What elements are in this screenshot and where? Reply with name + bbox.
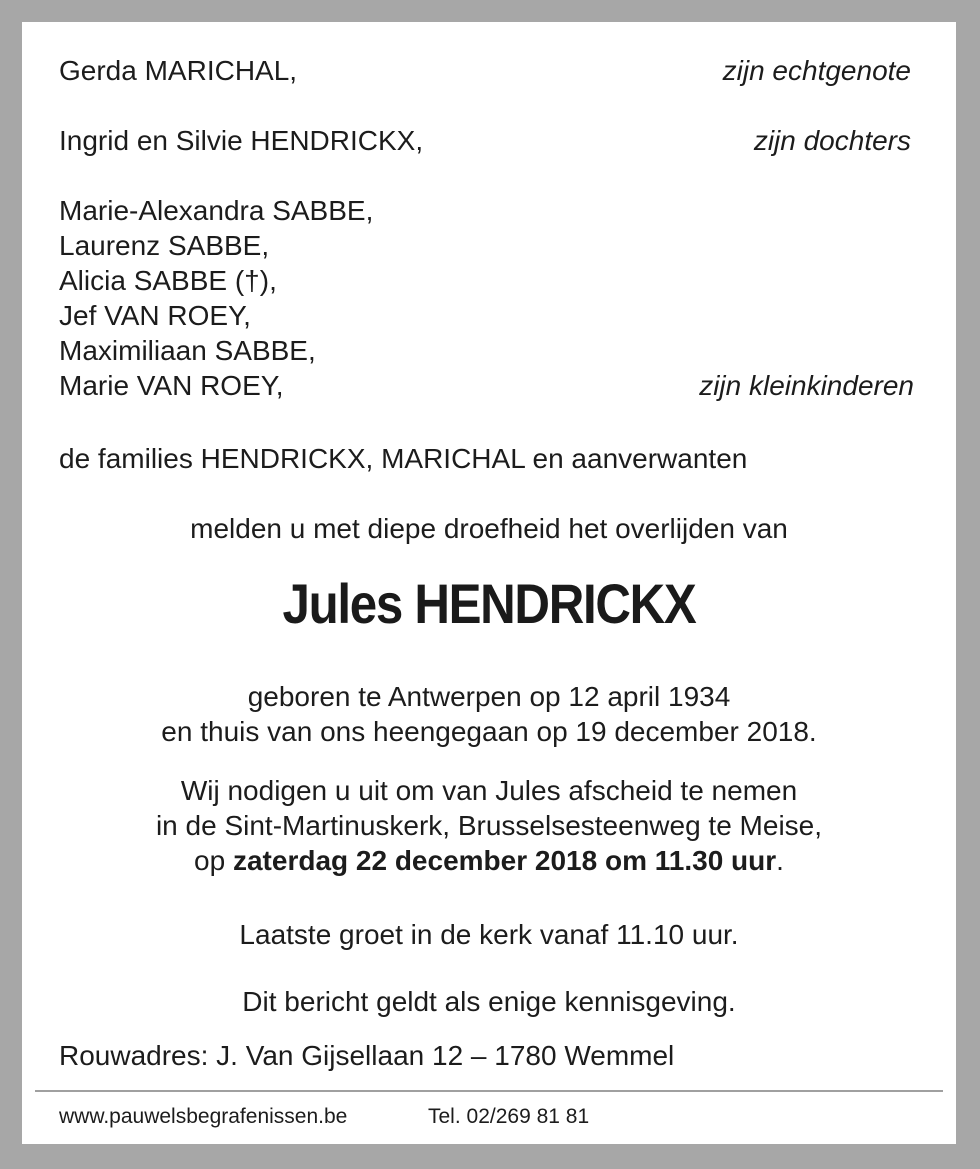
ceremony-location: in de Sint-Martinuskerk, Brusselsesteenweg te Meise, xyxy=(155,810,823,841)
grandchildren-role: zijn kleinkinderen xyxy=(699,370,914,401)
grandchild-name: Jef VAN ROEY, xyxy=(59,300,251,331)
footer-divider xyxy=(35,1090,943,1092)
death-line: en thuis van ons heengegaan op 19 december 2018. xyxy=(161,716,817,747)
families-line: de families HENDRICKX, MARICHAL en aanverwanten xyxy=(59,443,748,474)
grandchild-name: Alicia SABBE (†), xyxy=(59,265,277,296)
spouse-role: zijn echtgenote xyxy=(722,55,911,86)
announcement-intro: melden u met diepe droefheid het overlijden van xyxy=(190,513,788,544)
grandchild-name: Marie VAN ROEY, xyxy=(59,370,284,401)
death-notice-card xyxy=(22,22,956,1144)
ceremony-invite: Wij nodigen u uit om van Jules afscheid te nemen xyxy=(180,775,798,806)
daughters-names: Ingrid en Silvie HENDRICKX, xyxy=(59,125,424,156)
grandchild-name: Marie-Alexandra SABBE, xyxy=(59,195,374,226)
funeral-website-link[interactable]: www.pauwelsbegrafenissen.be xyxy=(59,1105,348,1128)
spouse-name: Gerda MARICHAL, xyxy=(59,55,298,86)
ceremony-date-prefix: op xyxy=(194,845,233,876)
daughters-role: zijn dochters xyxy=(753,125,911,156)
funeral-phone: Tel. 02/269 81 81 xyxy=(428,1105,590,1128)
birth-line: geboren te Antwerpen op 12 april 1934 xyxy=(247,681,731,712)
ceremony-date-bold: zaterdag 22 december 2018 om 11.30 uur xyxy=(232,845,777,876)
deceased-name: Jules HENDRICKX xyxy=(282,572,696,635)
grandchild-name: Laurenz SABBE, xyxy=(59,230,270,261)
mourning-address: Rouwadres: J. Van Gijsellaan 12 – 1780 Wemmel xyxy=(59,1040,675,1071)
grandchild-name: Maximiliaan SABBE, xyxy=(59,335,316,366)
ceremony-date-suffix: . xyxy=(776,845,784,876)
ceremony-datetime xyxy=(22,843,956,878)
last-greeting: Laatste groet in de kerk vanaf 11.10 uur. xyxy=(239,919,739,950)
notice-line: Dit bericht geldt als enige kennisgeving. xyxy=(242,986,736,1017)
